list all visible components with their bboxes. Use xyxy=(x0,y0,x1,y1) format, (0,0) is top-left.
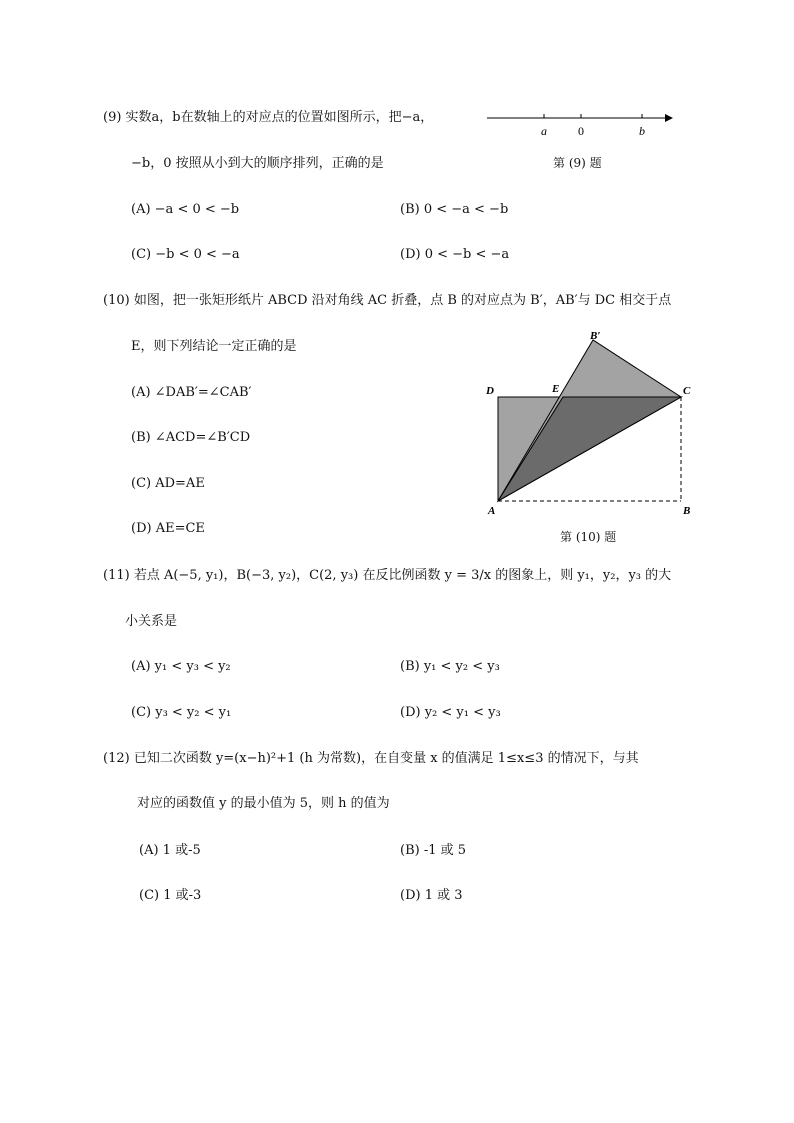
q10-option-a: (A) ∠DAB′=∠CAB′ xyxy=(131,385,252,400)
q10-caption: 第 (10) 题 xyxy=(560,530,617,544)
q11-option-c: (C) y₃ < y₂ < y₁ xyxy=(131,705,232,720)
q10-folding-figure xyxy=(480,326,700,520)
q9-number-line-figure xyxy=(485,108,680,144)
q12-option-a: (A) 1 或-5 xyxy=(139,843,201,858)
q11-option-b: (B) y₁ < y₂ < y₃ xyxy=(400,659,500,674)
q12-option-d: (D) 1 或 3 xyxy=(400,888,463,903)
label-b-prime: B′ xyxy=(590,330,601,342)
q12-option-c: (C) 1 或-3 xyxy=(139,888,202,903)
q9-option-c: (C) −b < 0 < −a xyxy=(131,247,240,262)
number-line-arrow xyxy=(665,114,673,122)
q9-option-d: (D) 0 < −b < −a xyxy=(400,247,510,262)
q12-option-b: (B) -1 或 5 xyxy=(400,843,467,858)
q9-option-a: (A) −a < 0 < −b xyxy=(131,202,240,217)
q11-option-d: (D) y₂ < y₁ < y₃ xyxy=(400,705,501,720)
label-d: D xyxy=(486,385,494,397)
q9-caption: 第 (9) 题 xyxy=(553,156,602,170)
label-b: b xyxy=(639,124,645,138)
label-e: E xyxy=(552,383,560,395)
label-b: B xyxy=(683,505,691,517)
q10-stem-line2: E，则下列结论一定正确的是 xyxy=(131,339,297,354)
q11-option-a: (A) y₁ < y₃ < y₂ xyxy=(131,659,231,674)
q11-stem-line2: 小关系是 xyxy=(125,614,178,629)
q12-stem-line1: (12) 已知二次函数 y=(x−h)²+1 (h 为常数)，在自变量 x 的值满足 1≤x≤3 的情况下，与其 xyxy=(103,751,639,766)
label-c: C xyxy=(683,385,691,397)
label-a: a xyxy=(541,124,547,138)
q11-stem-line1: (11) 若点 A(−5, y₁)，B(−3, y₂)，C(2, y₃) 在反比例函数 y = 3/x 的图象上，则 y₁，y₂，y₃ 的大 xyxy=(103,568,672,583)
q10-option-c: (C) AD=AE xyxy=(131,476,205,491)
q10-option-b: (B) ∠ACD=∠B′CD xyxy=(131,430,251,445)
q10-option-d: (D) AE=CE xyxy=(131,521,205,536)
q12-stem-line2: 对应的函数值 y 的最小值为 5，则 h 的值为 xyxy=(137,796,390,811)
q10-stem-line1: (10) 如图，把一张矩形纸片 ABCD 沿对角线 AC 折叠，点 B 的对应点为 B′，AB′与 DC 相交于点 xyxy=(103,293,672,308)
label-zero: 0 xyxy=(578,124,584,138)
q9-option-b: (B) 0 < −a < −b xyxy=(400,202,509,217)
label-a: A xyxy=(488,505,496,517)
q9-stem-line1: (9) 实数a，b在数轴上的对应点的位置如图所示，把−a， xyxy=(103,110,434,125)
q9-stem-line2: −b，0 按照从小到大的顺序排列，正确的是 xyxy=(131,156,384,171)
